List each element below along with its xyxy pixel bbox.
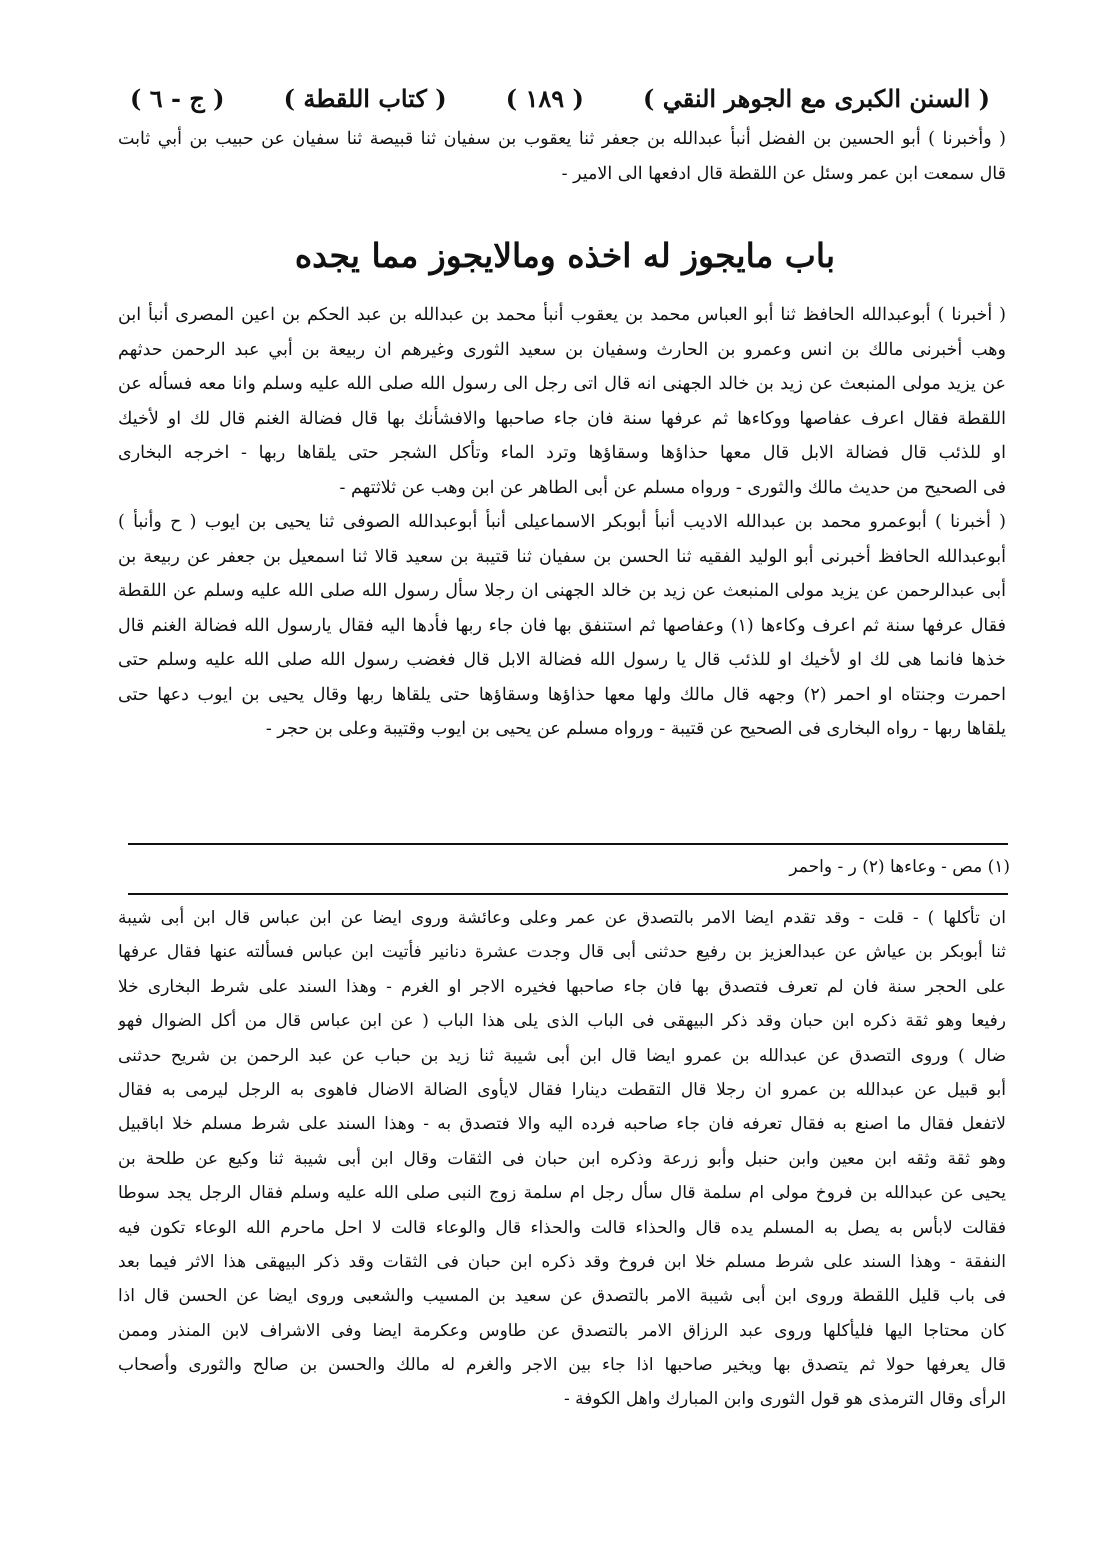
text-line: أبو قبيل عن عبدالله بن عمرو ان رجلا قال التقطت دينارا فقال لايأوى الضالة الاضال فاهوى به الرجل ليرمى به فقال: [118, 1079, 1006, 1100]
volume-number: ( ج - ٦ ): [130, 83, 225, 113]
text-line: فقالت لابأس به يصل به المسلم يده قال والحذاء قالت والحذاء قال والوعاء قالت لا احل ماحرم الله الوعاء تكون فيه: [118, 1217, 1006, 1238]
text-line: ان تأكلها ) - قلت - وقد تقدم ايضا الامر بالتصدق عن عمر وعلى وعائشة وروى ايضا عن ابن عباس قال ابن أبى شيبة: [118, 908, 1006, 928]
text-line: وهو ثقة وثقه ابن معين وابن حنبل وأبو زرعة وذكره ابن حبان فى الثقات وقال ابن أبى شيبة ثنا وكيع عن طلحة بن: [118, 1148, 1006, 1169]
divider: [128, 843, 1008, 845]
text-line: رفيعا وهو ثقة ذكره ابن حبان وقد ذكر البيهقى فى الباب الذى يلى هذا الباب ( عن ابن عباس قال من أكل الضوال فهو: [118, 1011, 1006, 1032]
page-header: [130, 78, 990, 118]
text-line: ( أخبرنا ) أبوعمرو محمد بن عبدالله الاديب أنبأ أبوبكر الاسماعيلى أنبأ أبوعبدالله الصوفى ثنا يحيى بن ايوب ( ح وأنبأ ): [118, 512, 1006, 532]
chapter-heading: باب مايجوز له اخذه ومالايجوز مما يجده: [294, 236, 836, 275]
text-line: النفقة - وهذا السند على شرط مسلم خلا ابن فروخ وقد ذكره ابن حبان فى الثقات وقد ذكر البيهقى هذا الاثر فيما بعد: [118, 1251, 1006, 1272]
text-line: كان محتاجا اليها فليأكلها وروى عبد الرزاق الامر بالتصدق عن طاوس وعكرمة ايضا وفى الاشراف لابن المنذر وممن: [118, 1320, 1006, 1341]
text-line: ( أخبرنا ) أبوعبدالله الحافظ ثنا أبو العباس محمد بن يعقوب أنبأ محمد بن عبدالله بن عبد الحكم بن اعين المصرى أنبأ ابن: [118, 305, 1006, 325]
hadith-text: [118, 298, 1006, 747]
text-line: أبى عبدالرحمن عن يزيد مولى المنبعث عن زيد بن خالد الجهنى ان رجلا سأل رسول الله صلى الله عليه وسلم عن اللقطة: [118, 581, 1006, 601]
commentary-text: [118, 901, 1006, 1417]
divider: [128, 893, 1008, 895]
text-line: عن يزيد مولى المنبعث عن زيد بن خالد الجهنى انه قال اتى رجل الى رسول الله صلى الله عليه وسلم وانا معه فسأله عن: [118, 374, 1006, 394]
text-line: خذها فانما هى لك او لأخيك او للذئب قال يا رسول الله فضالة الابل قال فغضب رسول الله صلى الله عليه وسلم حتى: [118, 650, 1006, 670]
text-line: فى باب قليل اللقطة وروى ابن أبى شيبة الامر بالتصدق عن سعيد بن المسيب والشعبى وروى ايضا عن الحسن قال اذا: [118, 1286, 1006, 1307]
text-line: على الحجر سنة فان لم تعرف فتصدق بها فان جاء صاحبها فخيره الاجر او الغرم - وهذا السند على شرط البخارى خلا: [118, 976, 1006, 997]
text-line: ضال ) وروى التصدق عن عبدالله بن عمرو ايضا قال ابن أبى شيبة ثنا زيد بن حباب عن عبد الرحمن بن شريح حدثنى: [118, 1045, 1006, 1066]
text-line: قال يعرفها حولا ثم يتصدق بها ويخير صاحبها اذا جاء بين الاجر والغرم له مالك والحسن بن صالح والثورى وأصحاب: [118, 1355, 1006, 1376]
text-line: أبوعبدالله الحافظ أخبرنى أبو الوليد الفقيه ثنا الحسن بن سفيان ثنا قتيبة بن سعيد قالا ثنا اسمعيل بن جعفر عن ربيعة بن: [118, 546, 1006, 567]
intro-paragraph: [118, 122, 1006, 191]
section-title: ( كتاب اللقطة ): [283, 83, 447, 113]
text-line: وهب أخبرنى مالك بن انس وعمرو بن الحارث وسفيان بن سعيد الثورى وغيرهم ان ربيعة بن أبي عبد الرحمن حدثهم: [118, 339, 1006, 360]
text-line: الرأى وقال الترمذى هو قول الثورى وابن المبارك واهل الكوفة -: [564, 1389, 1006, 1410]
text-line: احمرت وجنتاه او احمر (٢) وجهه قال مالك ولها معها حذاؤها وسقاؤها حتى يلقاها ربها وقال يحيى بن ايوب دعها حتى: [118, 684, 1006, 705]
text-line: لاتفعل فقال ما اصنع به فقال تعرفه فان جاء صاحبه فرده اليه والا فتصدق به - وهذا السند على شرط مسلم خلا اباقبيل: [118, 1114, 1006, 1135]
text-line: يلقاها ربها - رواه البخارى فى الصحيح عن قتيبة - ورواه مسلم عن يحيى بن ايوب وقتيبة وعلى بن حجر -: [265, 719, 1006, 739]
text-line: ثنا أبوبكر بن عياش عن عبدالعزيز بن رفيع حدثنى أبى قال وجدت عشرة دنانير فأتيت ابن عباس فسألته عنها فقال عرفها: [118, 942, 1006, 963]
page-number: ( ١٨٩ ): [505, 83, 584, 113]
text-line: فقال عرفها سنة ثم اعرف وكاءها (١) وعفاصها ثم استنفق بها فان جاء ربها فأدها اليه فقال يارسول الله فضالة الغنم قال: [118, 615, 1006, 636]
text-line: او للذئب قال فضالة الابل قال معها حذاؤها وسقاؤها وترد الماء وتأكل الشجر حتى يلقاها ربها - اخرجه البخارى: [118, 443, 1006, 463]
text-line: يحيى عن عبدالله بن فروخ مولى ام سلمة قال سأل رجل ام سلمة زوج النبى صلى الله عليه وسلم فقال الرجل يجد سوطا: [118, 1183, 1006, 1204]
text-line: فى الصحيح من حديث مالك والثورى - ورواه مسلم عن أبى الطاهر عن ابن وهب عن ثلاثتهم -: [339, 477, 1006, 498]
text-line: ( وأخبرنا ) أبو الحسين بن الفضل أنبأ عبدالله بن جعفر ثنا يعقوب بن سفيان ثنا قبيصة ثنا سفيان عن حبيب بن أبي ثابت: [118, 129, 1006, 149]
footnotes: (١) مص - وعاءها (٢) ر - واحمر: [789, 857, 1010, 877]
text-line: اللقطة فقال اعرف عفاصها ووكاءها ثم عرفها سنة فان جاء صاحبها والافشأنك بها قال فضالة الغنم قال لك او لأخيك: [118, 408, 1006, 429]
book-title: ( السنن الكبرى مع الجوهر النقي ): [642, 83, 990, 113]
text-line: قال سمعت ابن عمر وسئل عن اللقطة قال ادفعها الى الامير -: [561, 163, 1006, 184]
